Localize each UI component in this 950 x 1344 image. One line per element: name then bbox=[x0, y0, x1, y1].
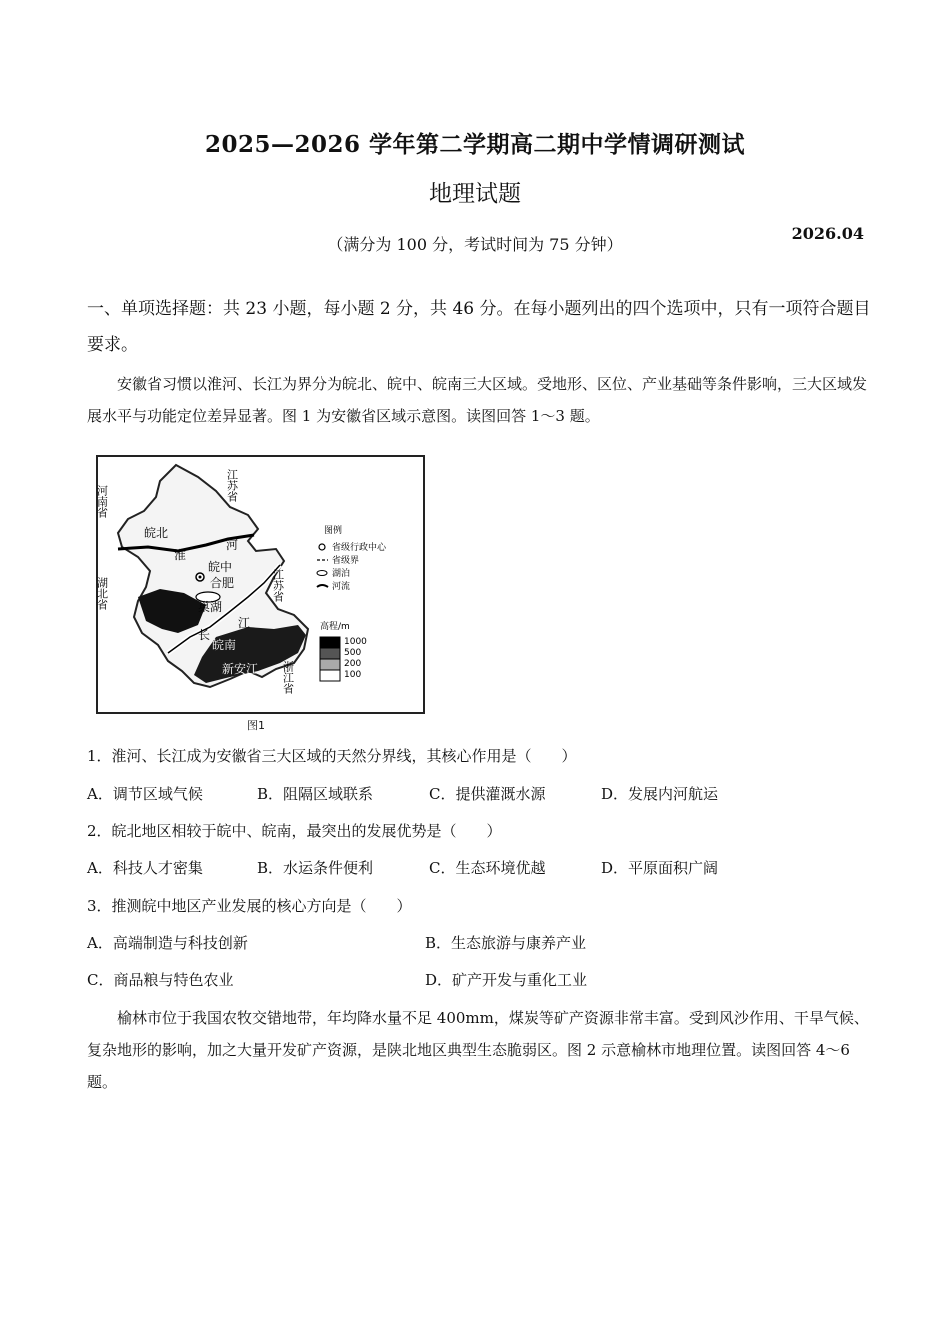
label-henan: 河南省 bbox=[95, 485, 109, 518]
q3-option-a[interactable]: A．高端制造与科技创新 bbox=[87, 934, 248, 952]
legend-elev-200: 200 bbox=[344, 659, 362, 669]
question-3-options-row2 bbox=[87, 969, 887, 991]
legend-capital: 省级行政中心 bbox=[332, 543, 387, 553]
q1-option-b[interactable]: B．阻隔区域联系 bbox=[257, 785, 374, 803]
label-huai: 淮 bbox=[174, 548, 187, 562]
anhui-region-map bbox=[95, 457, 423, 712]
legend-elev-500: 500 bbox=[344, 648, 362, 658]
legend-title: 图例 bbox=[324, 526, 343, 536]
label-jiangsu-right: 江苏省 bbox=[271, 569, 285, 602]
question-3: 3．推测皖中地区产业发展的核心方向是（ ） bbox=[87, 897, 412, 915]
q1-option-c[interactable]: C．提供灌溉水源 bbox=[429, 785, 546, 803]
q2-option-a[interactable]: A．科技人才密集 bbox=[87, 859, 203, 877]
label-jiang: 江 bbox=[238, 616, 251, 630]
q3-option-d[interactable]: D．矿产开发与重化工业 bbox=[425, 971, 588, 989]
exam-date: 2026.04 bbox=[791, 224, 864, 243]
legend-lake: 湖泊 bbox=[332, 569, 351, 579]
section-heading: 一、单项选择题：共 23 小题，每小题 2 分，共 46 分。在每小题列出的四个选项中，只有一项符合题目要求。 bbox=[87, 299, 871, 355]
label-wanbei: 皖北 bbox=[144, 526, 169, 540]
question-2-options bbox=[87, 857, 887, 879]
question-1-options bbox=[87, 783, 887, 805]
q1-option-a[interactable]: A．调节区域气候 bbox=[87, 785, 203, 803]
exam-subtitle: 地理试题 bbox=[429, 181, 521, 207]
q2-option-d[interactable]: D．平原面积广阔 bbox=[601, 859, 719, 877]
passage-anhui: 安徽省习惯以淮河、长江为界分为皖北、皖中、皖南三大区域。受地形、区位、产业基础等条件影响，三大区域发展水平与功能定位差异显著。图 1 为安徽省区域示意图。读图回答 1～3 题。 bbox=[87, 375, 868, 425]
q3-option-b[interactable]: B．生态旅游与康养产业 bbox=[425, 934, 587, 952]
legend-river: 河流 bbox=[332, 582, 351, 592]
legend-elev-1000: 1000 bbox=[344, 637, 367, 647]
label-chaohu: 巢湖 bbox=[198, 600, 223, 614]
q1-option-d[interactable]: D．发展内河航运 bbox=[601, 785, 719, 803]
map-legend bbox=[317, 524, 387, 681]
figure-1-caption: 图1 bbox=[247, 719, 265, 732]
question-2: 2．皖北地区相较于皖中、皖南，最突出的发展优势是（ ） bbox=[87, 822, 502, 840]
q2-option-c[interactable]: C．生态环境优越 bbox=[429, 859, 546, 877]
score-time-note: （满分为 100 分，考试时间为 75 分钟） bbox=[327, 235, 623, 254]
exam-title: 2025—2026 学年第二学期高二期中学情调研测试 bbox=[204, 131, 746, 158]
label-hefei: 合肥 bbox=[210, 576, 235, 590]
label-xinanjiang: 新安江 bbox=[222, 662, 259, 676]
label-he: 河 bbox=[226, 538, 239, 552]
q2-option-b[interactable]: B．水运条件便利 bbox=[257, 859, 374, 877]
question-3-options-row1 bbox=[87, 932, 887, 954]
legend-border: 省级界 bbox=[332, 556, 360, 566]
label-wannan: 皖南 bbox=[212, 638, 237, 652]
figure-1-map bbox=[96, 455, 425, 714]
label-hubei: 湖北省 bbox=[95, 577, 109, 610]
legend-elev-100: 100 bbox=[344, 670, 362, 680]
passage-yulin: 榆林市位于我国农牧交错地带，年均降水量不足 400mm，煤炭等矿产资源非常丰富。受到风沙作用、干旱气候、复杂地形的影响，加之大量开发矿产资源，是陕北地区典型生态脆弱区。图 2 示意榆林市地理位置。读图回答 4～6 题。 bbox=[87, 1009, 869, 1091]
q3-option-c[interactable]: C．商品粮与特色农业 bbox=[87, 971, 234, 989]
legend-elevation-title: 高程/m bbox=[320, 622, 350, 632]
label-jiangsu-top: 江苏省 bbox=[225, 469, 239, 502]
question-1: 1．淮河、长江成为安徽省三大区域的天然分界线，其核心作用是（ ） bbox=[87, 747, 577, 765]
label-wanzhong: 皖中 bbox=[208, 560, 233, 574]
label-chang: 长 bbox=[198, 628, 211, 642]
label-zhejiang: 浙江省 bbox=[281, 661, 295, 694]
